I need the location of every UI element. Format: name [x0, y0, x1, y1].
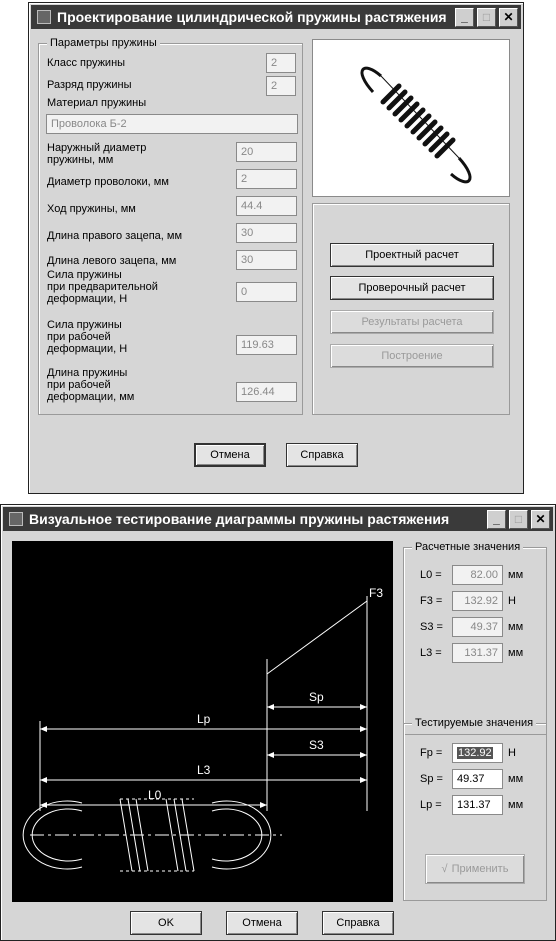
wire-diameter-field[interactable]: 2 [236, 169, 297, 189]
preload-force-field[interactable]: 0 [236, 282, 297, 302]
spring-diagram [12, 541, 393, 902]
cancel-button[interactable]: Отмена [226, 911, 298, 935]
sp-test-field[interactable]: 49.37 [452, 769, 503, 789]
label-outer-diameter: Наружный диаметр пружины, мм [47, 142, 147, 166]
l3-calc-label: L3 = [420, 647, 442, 659]
l0-label: L0 [148, 788, 162, 802]
help-button[interactable]: Справка [286, 443, 358, 467]
test-group-title: Тестируемые значения [412, 717, 536, 729]
label-working-length: Длина пружины при рабочей деформации, мм [47, 367, 135, 403]
group-title: Параметры пружины [47, 37, 160, 49]
s3-calc-field[interactable]: 49.37 [452, 617, 503, 637]
maximize-icon: □ [477, 8, 496, 27]
fp-test-unit: Н [508, 747, 516, 759]
spring-image-panel [312, 39, 510, 197]
sp-arrow-left [267, 704, 274, 710]
s3-calc-unit: мм [508, 621, 524, 633]
f3-calc-unit: Н [508, 595, 516, 607]
f3-calc-field[interactable]: 132.92 [452, 591, 503, 611]
working-length-field[interactable]: 126.44 [236, 382, 297, 402]
l0-calc-unit: мм [508, 569, 524, 581]
title-bar [31, 5, 521, 29]
label-working-force: Сила пружины при рабочей деформации, Н [47, 319, 128, 355]
label-wire-diameter: Диаметр проволоки, мм [47, 176, 169, 188]
lp-arrow-right [360, 726, 367, 732]
app-icon [37, 10, 51, 24]
actions-panel [312, 203, 510, 415]
s3-label: S3 [309, 738, 324, 752]
window-title: Визуальное тестирование диаграммы пружины растяжения [29, 511, 450, 527]
lp-arrow-left [40, 726, 47, 732]
class-field[interactable]: 2 [266, 53, 296, 73]
apply-button[interactable] [425, 854, 525, 884]
sp-label: Sp [309, 690, 324, 704]
l3-arrow-left [40, 777, 47, 783]
minimize-icon[interactable]: _ [487, 510, 506, 529]
stroke-field[interactable]: 44.4 [236, 196, 297, 216]
close-icon[interactable]: ✕ [499, 8, 518, 27]
l3-calc-field[interactable]: 131.37 [452, 643, 503, 663]
lp-test-field[interactable]: 131.37 [452, 795, 503, 815]
force-line [267, 601, 367, 674]
sp-test-label: Sp = [420, 773, 443, 785]
s3-arrow-left [267, 752, 274, 758]
working-force-field[interactable]: 119.63 [236, 335, 297, 355]
label-right-hook: Длина правого зацепа, мм [47, 230, 183, 242]
lp-label: Lp [197, 712, 211, 726]
spring-design-window [28, 2, 524, 494]
checkmark-icon: √ [441, 863, 448, 875]
help-button[interactable]: Справка [322, 911, 394, 935]
l3-label: L3 [197, 763, 211, 777]
build-button[interactable]: Построение [330, 344, 494, 368]
label-material: Материал пружины [47, 97, 147, 109]
l0-arrow-right [260, 802, 267, 808]
spring-image [313, 40, 509, 196]
close-icon[interactable]: ✕ [531, 510, 550, 529]
sp-test-unit: мм [508, 773, 524, 785]
s3-arrow-right [360, 752, 367, 758]
diagram-test-window [0, 504, 556, 941]
f3-calc-label: F3 = [420, 595, 443, 607]
app-icon [9, 512, 23, 526]
l0-calc-label: L0 = [420, 569, 442, 581]
window-title: Проектирование цилиндрической пружины растяжения [57, 9, 447, 25]
cancel-button[interactable]: Отмена [194, 443, 266, 467]
ok-button[interactable]: OK [130, 911, 202, 935]
maximize-icon: □ [509, 510, 528, 529]
material-field[interactable]: Проволока Б-2 [46, 114, 298, 134]
label-grade: Разряд пружины [47, 79, 132, 91]
l3-calc-unit: мм [508, 647, 524, 659]
check-calc-button[interactable]: Проверочный расчет [330, 276, 494, 300]
label-class: Класс пружины [47, 57, 126, 69]
left-hook-field[interactable]: 30 [236, 250, 297, 270]
title-bar [3, 507, 553, 531]
grade-field[interactable]: 2 [266, 76, 296, 96]
fp-test-value: 132.92 [458, 747, 492, 759]
label-stroke: Ход пружины, мм [47, 203, 136, 215]
right-hook-field[interactable]: 30 [236, 223, 297, 243]
fp-test-label: Fp = [420, 747, 443, 759]
design-calc-button[interactable]: Проектный расчет [330, 243, 494, 267]
f3-label: F3 [369, 586, 384, 600]
sp-arrow-right [360, 704, 367, 710]
calc-group-title: Расчетные значения [412, 541, 523, 553]
results-button[interactable]: Результаты расчета [330, 310, 494, 334]
lp-test-unit: мм [508, 799, 524, 811]
minimize-icon[interactable]: _ [455, 8, 474, 27]
label-left-hook: Длина левого зацепа, мм [47, 255, 177, 267]
lp-test-label: Lp = [420, 799, 442, 811]
l0-calc-field[interactable]: 82.00 [452, 565, 503, 585]
l3-arrow-right [360, 777, 367, 783]
outer-diameter-field[interactable]: 20 [236, 142, 297, 162]
apply-label: Применить [451, 863, 509, 875]
s3-calc-label: S3 = [420, 621, 443, 633]
diagram-canvas [12, 541, 393, 902]
fp-test-field[interactable] [452, 743, 503, 763]
label-preload-force: Сила пружины при предварительной деформации, Н [47, 269, 158, 305]
